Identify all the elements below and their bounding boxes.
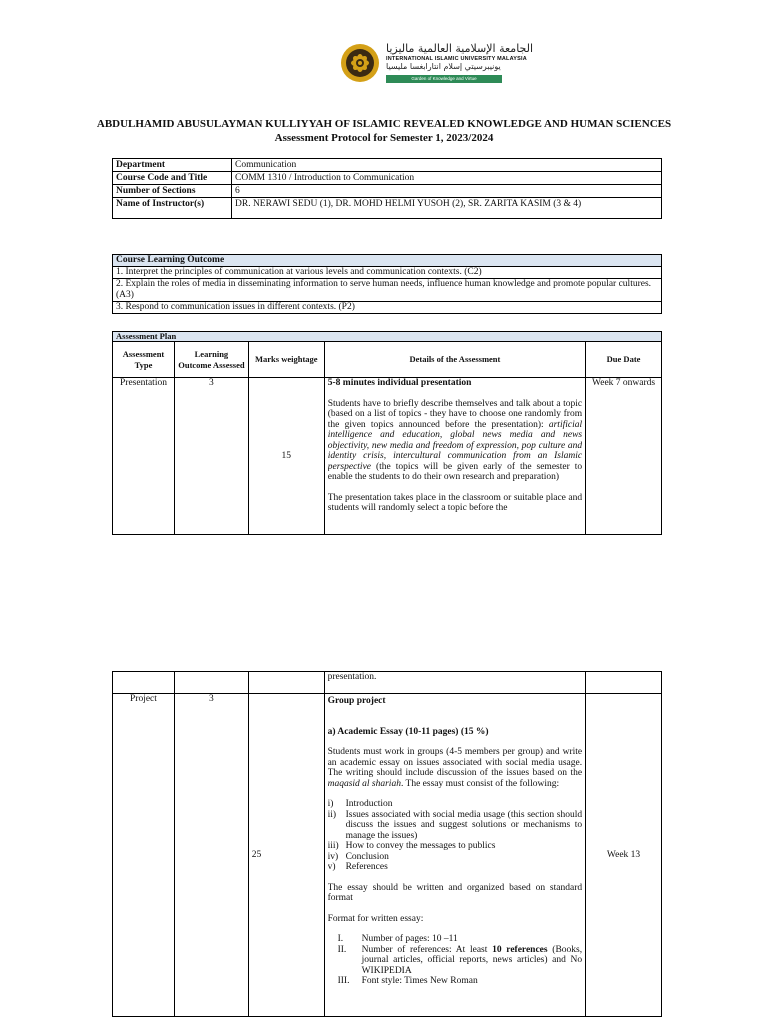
marks-weightage: 25 <box>248 694 324 1017</box>
logo-tagline: Garden of Knowledge and Virtue <box>386 75 502 83</box>
assessment-type: Project <box>113 694 175 1017</box>
list-item <box>328 852 583 863</box>
list-marker: iv) <box>327 851 339 862</box>
table-row <box>113 255 662 267</box>
table-row <box>113 159 662 172</box>
clo-item: 1. Interpret the principles of communication at various levels and communication contexts. (C2) <box>113 267 662 279</box>
table-row <box>113 332 662 342</box>
maqasid-term: maqasid al shariah <box>327 778 401 789</box>
clo-item: 2. Explain the roles of media in disseminating information to serve human needs, influence human knowledge and promote popular cultures. (A3) <box>113 279 662 302</box>
assessment-plan-table-continued <box>112 671 662 1017</box>
project-subtitle: a) Academic Essay (10-11 pages) (15 %) <box>327 726 489 737</box>
iium-emblem-icon <box>338 42 382 84</box>
info-key: Department <box>113 159 232 172</box>
presentation-text-continued: presentation. <box>324 672 586 694</box>
column-header: Details of the Assessment <box>324 342 585 378</box>
assessment-type: Presentation <box>113 378 175 535</box>
format-list <box>328 934 583 987</box>
logo-english-text: INTERNATIONAL ISLAMIC UNIVERSITY MALAYSIA <box>386 56 527 62</box>
text-span: Students must work in groups (4-5 members per group) and write an academic essay on issues associated with social media usage. The writing should include discussion of the issues based on the <box>327 747 583 778</box>
topic-list-text: artificial intelligence and education, global news media and news objectivity, new media and freedom of expression, pop culture and identity crisis, intercultural communication from an Islamic perspective <box>327 419 583 472</box>
table-row <box>113 267 662 279</box>
course-info-table <box>112 158 662 219</box>
list-marker: v) <box>327 862 336 872</box>
list-text: Introduction <box>345 799 393 809</box>
empty-cell <box>248 672 324 694</box>
info-value: Communication <box>232 159 662 172</box>
logo-malay-jawi-text: يونيبرسيتي إسلام انتارابغسا مليسيا <box>386 62 501 71</box>
due-date: Week 13 <box>586 694 662 1017</box>
presentation-description <box>328 399 582 483</box>
presentation-title: 5-8 minutes individual presentation <box>327 378 472 388</box>
list-marker: iii) <box>327 841 339 851</box>
protocol-title: Assessment Protocol for Semester 1, 2023/2024 <box>274 132 494 144</box>
assessment-plan-heading: Assessment Plan <box>113 332 662 342</box>
list-marker: i) <box>327 799 334 809</box>
list-text: References <box>345 862 388 872</box>
info-key: Name of Instructor(s) <box>113 198 232 219</box>
due-date: Week 7 onwards <box>586 378 662 535</box>
bold-text: 10 references <box>492 944 548 955</box>
list-text: How to convey the messages to publics <box>345 841 496 851</box>
info-key: Number of Sections <box>113 185 232 198</box>
list-text: Number of pages: 10 –11 <box>361 934 458 944</box>
list-item <box>328 841 583 852</box>
text-span: (Books, journal articles, official reports, news articles) and No WIKIPEDIA <box>361 944 583 976</box>
column-header: Learning Outcome Assessed <box>174 342 248 378</box>
table-row <box>113 172 662 185</box>
text-span: (the topics will be given early of the semester to enable the students to do their own research and preparation) <box>327 461 583 482</box>
list-text: Font style: Times New Roman <box>361 976 478 986</box>
column-header: Marks weightage <box>248 342 324 378</box>
logo-arabic-text: الجامعة الإسلامية العالمية ماليزيا <box>386 42 534 55</box>
assessment-details <box>324 378 585 535</box>
info-value: DR. NERAWI SEDU (1), DR. MOHD HELMI YUSOH (2), SR. ZARITA KASIM (3 & 4) <box>232 198 662 219</box>
list-item <box>328 799 583 810</box>
table-row <box>113 672 662 694</box>
text-span: Students have to briefly describe themselves and talk about a topic (based on a list of topics - they have to choose one randomly from the given topics announced before the presentation): <box>327 398 583 430</box>
column-header: Due Date <box>586 342 662 378</box>
presentation-venue-text: The presentation takes place in the classroom or suitable place and students will randomly select a topic before the <box>327 492 583 513</box>
list-marker: ii) <box>327 809 337 820</box>
course-learning-outcome-table <box>112 254 662 314</box>
list-text: Issues associated with social media usage (this section should discuss the issues and suggest solutions or mechanisms to manage the issues) <box>345 809 583 841</box>
project-title: Group project <box>327 696 386 706</box>
university-logo <box>338 42 534 84</box>
list-item <box>328 810 583 842</box>
project-description <box>328 747 583 789</box>
table-row <box>113 185 662 198</box>
list-text: Conclusion <box>345 851 389 862</box>
marks-weightage: 15 <box>248 378 324 535</box>
info-value: COMM 1310 / Introduction to Communication <box>232 172 662 185</box>
list-marker: III. <box>337 976 350 986</box>
list-item <box>338 976 583 987</box>
learning-outcome: 3 <box>174 378 248 535</box>
table-row <box>113 198 662 219</box>
text-span: Number of references: At least <box>361 944 493 955</box>
assessment-details <box>324 694 586 1017</box>
table-row <box>113 378 662 535</box>
table-row <box>113 302 662 314</box>
kulliyyah-title: ABDULHAMID ABUSULAYMAN KULLIYYAH OF ISLAMIC REVEALED KNOWLEDGE AND HUMAN SCIENCES <box>96 118 672 130</box>
clo-item: 3. Respond to communication issues in different contexts. (P2) <box>113 302 662 314</box>
column-header: Assessment Type <box>113 342 175 378</box>
essay-format-note: The essay should be written and organized based on standard format <box>327 882 583 903</box>
text-span: . The essay must consist of the following: <box>400 778 560 789</box>
assessment-plan-table <box>112 331 662 535</box>
format-heading: Format for written essay: <box>327 913 424 924</box>
empty-cell <box>113 672 175 694</box>
essay-structure-list <box>328 799 583 873</box>
empty-cell <box>586 672 662 694</box>
list-item <box>328 862 583 873</box>
list-text <box>362 945 583 977</box>
table-row <box>113 279 662 302</box>
list-item <box>338 945 583 977</box>
clo-heading: Course Learning Outcome <box>113 255 662 267</box>
list-marker: II. <box>337 944 347 955</box>
table-row <box>113 694 662 1017</box>
info-key: Course Code and Title <box>113 172 232 185</box>
learning-outcome: 3 <box>174 694 248 1017</box>
list-marker: I. <box>337 934 344 944</box>
list-item <box>338 934 583 945</box>
empty-cell <box>174 672 248 694</box>
table-row <box>113 342 662 378</box>
info-value: 6 <box>232 185 662 198</box>
